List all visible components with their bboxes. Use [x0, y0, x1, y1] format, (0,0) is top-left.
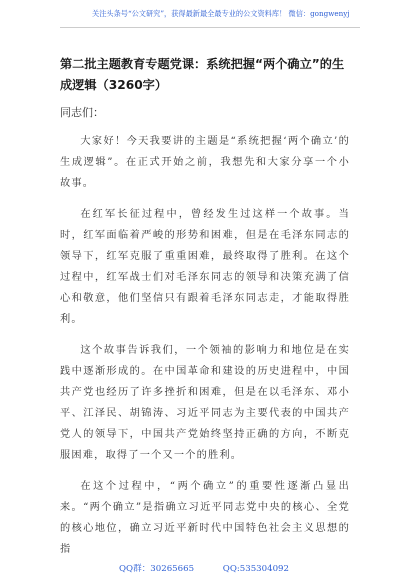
header-divider — [60, 27, 360, 28]
header-banner[interactable]: 关注头条号“公文研究”，获得最新最全最专业的公文资料库！ 微信：gongwenyj — [92, 9, 350, 18]
paragraph-2: 在红军长征过程中，曾经发生过这样一个故事。当时，红军面临着严峻的形势和困难，但是在毛泽东同志的领导下，红军克服了重重困难，最终取得了胜利。在这个过程中，红军战士们对毛泽东同志的领导和决策充满了信心和敬意，他们坚信只有跟着毛泽东同志走，才能取得胜利。 — [60, 209, 350, 325]
document-body — [60, 131, 350, 570]
paragraph-3: 这个故事告诉我们，一个领袖的影响力和地位是在实践中逐渐形成的。在中国革命和建设的历史进程中，中国共产党也经历了许多挫折和困难，但是在以毛泽东、邓小平、江泽民、胡锦涛、习近平同志为主要代表的中国共产党人的领导下，中国共产党始终坚持正确的方向，不断克服困难，取得了一个又一个的胜利。 — [60, 345, 350, 461]
paragraph-4: 在这个过程中，“两个确立”的重要性逐渐凸显出来。“两个确立”是指确立习近平同志党中央的核心、全党的核心地位，确立习近平新时代中国特色社会主义思想的指 — [60, 481, 350, 555]
document-title: 第二批主题教育专题党课：系统把握“两个确立”的生成逻辑（3260字） — [60, 57, 345, 92]
footer-qq[interactable]: QQ:535304092 — [222, 564, 289, 574]
greeting: 同志们： — [60, 106, 104, 119]
footer-qq-group[interactable]: QQ群：30265665 — [119, 564, 195, 574]
paragraph-1: 大家好！今天我要讲的主题是“系统把握‘两个确立’的生成逻辑”。在正式开始之前，我想先和大家分享一个小故事。 — [60, 136, 350, 189]
footer — [0, 564, 408, 575]
